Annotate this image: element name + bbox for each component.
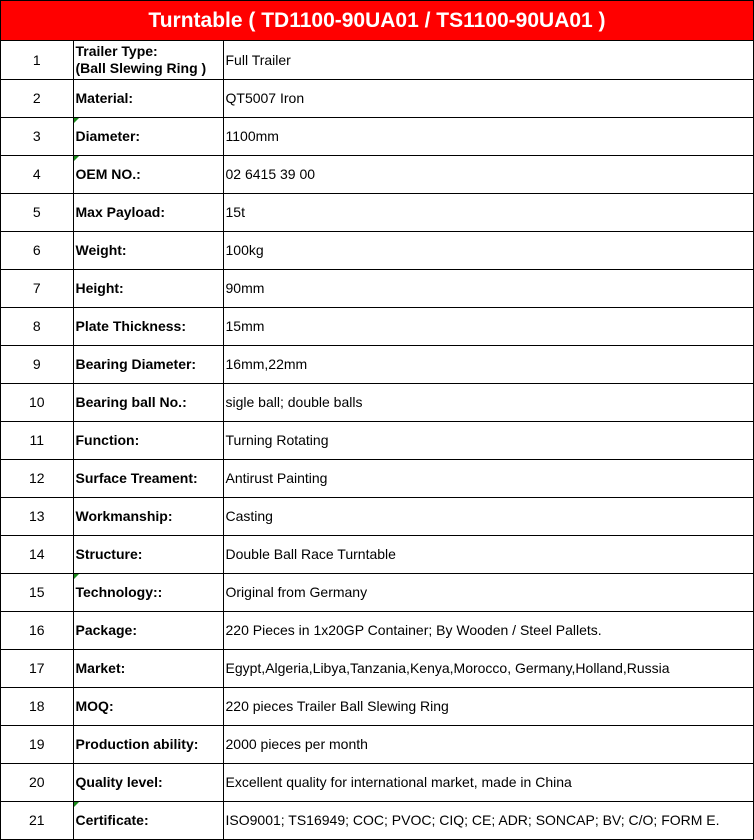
row-value: 220 Pieces in 1x20GP Container; By Wooden / Steel Pallets.: [223, 611, 753, 649]
row-label-text: OEM NO.:: [75, 166, 141, 182]
cell-comment-flag-icon: [74, 802, 79, 807]
row-label: Production ability:: [73, 725, 223, 763]
row-label: Market:: [73, 649, 223, 687]
spec-table: [1, 41, 753, 839]
row-label: Workmanship:: [73, 497, 223, 535]
row-label: MOQ:: [73, 687, 223, 725]
table-row: [1, 41, 753, 79]
row-label-line2: (Ball Slewing Ring ): [75, 59, 207, 76]
row-value: Casting: [223, 497, 753, 535]
row-label-text: Technology::: [75, 584, 163, 600]
row-number: 1: [1, 41, 73, 79]
row-number: 7: [1, 269, 73, 307]
table-row: [1, 193, 753, 231]
row-number: 10: [1, 383, 73, 421]
table-row: [1, 725, 753, 763]
row-value: Original from Germany: [223, 573, 753, 611]
row-number: 14: [1, 535, 73, 573]
row-label: [73, 801, 223, 839]
row-value: 100kg: [223, 231, 753, 269]
row-value: Full Trailer: [223, 41, 753, 79]
row-number: 4: [1, 155, 73, 193]
table-row: [1, 155, 753, 193]
row-label: Material:: [73, 79, 223, 117]
table-row: [1, 269, 753, 307]
row-number: 15: [1, 573, 73, 611]
table-row: [1, 687, 753, 725]
row-label: Bearing Diameter:: [73, 345, 223, 383]
row-label: Plate Thickness:: [73, 307, 223, 345]
row-label: Package:: [73, 611, 223, 649]
row-label: Bearing ball No.:: [73, 383, 223, 421]
row-label: [73, 117, 223, 155]
table-row: [1, 459, 753, 497]
row-number: 3: [1, 117, 73, 155]
row-number: 18: [1, 687, 73, 725]
row-number: 13: [1, 497, 73, 535]
table-row: [1, 345, 753, 383]
row-value: 15t: [223, 193, 753, 231]
row-label: [73, 41, 223, 79]
row-label: Function:: [73, 421, 223, 459]
table-row: [1, 535, 753, 573]
row-value: 220 pieces Trailer Ball Slewing Ring: [223, 687, 753, 725]
row-number: 16: [1, 611, 73, 649]
row-value: Double Ball Race Turntable: [223, 535, 753, 573]
row-number: 9: [1, 345, 73, 383]
row-number: 17: [1, 649, 73, 687]
row-label-text: Certificate:: [75, 812, 149, 829]
row-value: 90mm: [223, 269, 753, 307]
row-label: [73, 573, 223, 611]
row-number: 11: [1, 421, 73, 459]
row-label: Surface Treament:: [73, 459, 223, 497]
row-number: 19: [1, 725, 73, 763]
table-row: [1, 573, 753, 611]
row-label: Weight:: [73, 231, 223, 269]
row-value: sigle ball; double balls: [223, 383, 753, 421]
row-number: 21: [1, 801, 73, 839]
table-row: [1, 307, 753, 345]
row-value: Antirust Painting: [223, 459, 753, 497]
row-value: Excellent quality for international market, made in China: [223, 763, 753, 801]
row-value: 2000 pieces per month: [223, 725, 753, 763]
row-number: 8: [1, 307, 73, 345]
row-number: 6: [1, 231, 73, 269]
table-row: [1, 649, 753, 687]
row-value: QT5007 Iron: [223, 79, 753, 117]
cell-comment-flag-icon: [74, 574, 79, 579]
table-row: [1, 611, 753, 649]
row-label: Structure:: [73, 535, 223, 573]
row-value: 02 6415 39 00: [223, 155, 753, 193]
row-value: ISO9001; TS16949; COC; PVOC; CIQ; CE; ADR; SONCAP; BV; C/O; FORM E.: [223, 801, 753, 839]
table-row: [1, 497, 753, 535]
table-row: [1, 421, 753, 459]
row-value: 1100mm: [223, 117, 753, 155]
row-number: 20: [1, 763, 73, 801]
row-label: Height:: [73, 269, 223, 307]
row-number: 5: [1, 193, 73, 231]
cell-comment-flag-icon: [74, 156, 79, 161]
row-value: 15mm: [223, 307, 753, 345]
row-value: 16mm,22mm: [223, 345, 753, 383]
row-value: Egypt,Algeria,Libya,Tanzania,Kenya,Morocco, Germany,Holland,Russia: [223, 649, 753, 687]
table-row: [1, 383, 753, 421]
row-number: 12: [1, 459, 73, 497]
row-label: Max Payload:: [73, 193, 223, 231]
table-row: [1, 763, 753, 801]
row-label-text: Diameter:: [75, 128, 141, 144]
row-label: Quality level:: [73, 763, 223, 801]
table-row: [1, 231, 753, 269]
row-number: 2: [1, 79, 73, 117]
table-row: [1, 117, 753, 155]
row-label-line1: Trailer Type:: [75, 42, 158, 59]
row-value: Turning Rotating: [223, 421, 753, 459]
table-row: [1, 79, 753, 117]
cell-comment-flag-icon: [74, 118, 79, 123]
table-row: [1, 801, 753, 839]
sheet-title: Turntable ( TD1100-90UA01 / TS1100-90UA01 ): [1, 1, 753, 41]
row-label: [73, 155, 223, 193]
